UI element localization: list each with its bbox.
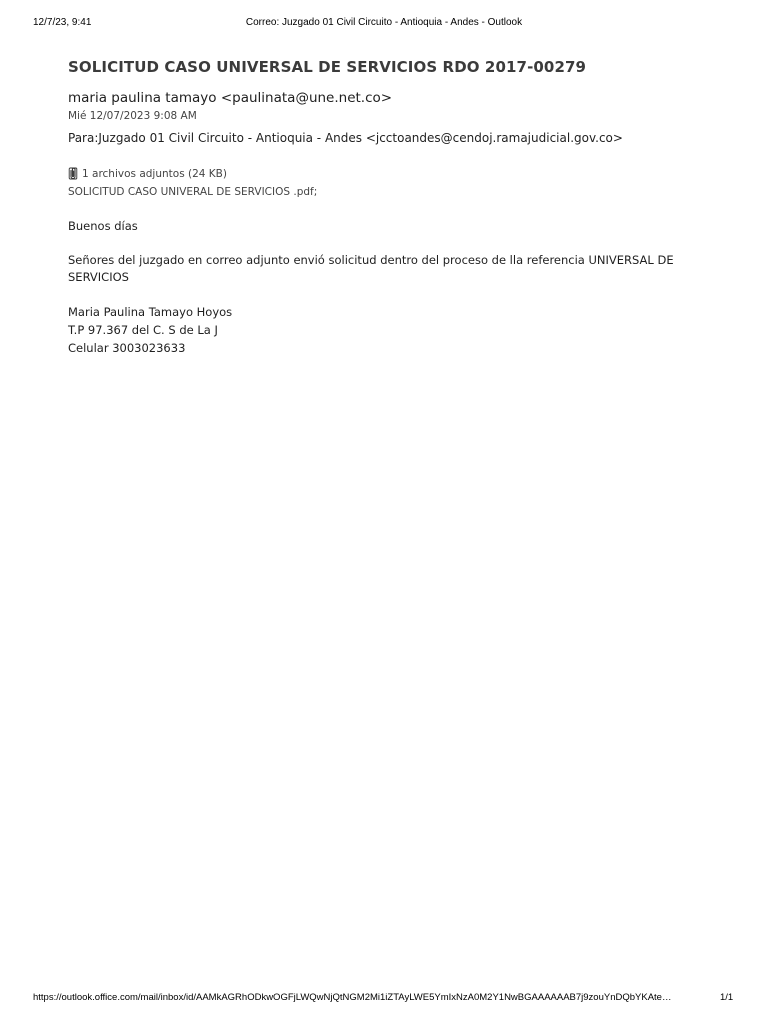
email-signature — [68, 303, 708, 357]
window-title: Correo: Juzgado 01 Civil Circuito - Antioquia - Andes - Outlook — [245, 17, 523, 28]
email-date: Mié 12/07/2023 9:08 AM — [68, 110, 197, 122]
email-sender[interactable]: maria paulina tamayo <paulinata@une.net.co> — [68, 90, 393, 106]
signature-name: Maria Paulina Tamayo Hoyos — [68, 305, 233, 319]
email-message — [68, 58, 708, 357]
paperclip-icon — [68, 167, 78, 180]
print-header — [0, 17, 768, 33]
email-greeting: Buenos días — [68, 219, 138, 233]
attachments-summary-text: 1 archivos adjuntos (24 KB) — [82, 167, 227, 180]
signature-license: T.P 97.367 del C. S de La J — [68, 323, 218, 337]
print-datetime: 12/7/23, 9:41 — [33, 17, 92, 28]
email-subject: SOLICITUD CASO UNIVERSAL DE SERVICIOS RDO 2017-00279 — [68, 58, 587, 76]
page-count: 1/1 — [720, 992, 734, 1003]
email-body-paragraph: Señores del juzgado en correo adjunto envió solicitud dentro del proceso de lla referencia UNIVERSAL DE SERVICIOS — [68, 253, 674, 284]
attachments-summary[interactable] — [68, 167, 708, 180]
signature-phone: Celular 3003023633 — [68, 341, 186, 355]
page-url: https://outlook.office.com/mail/inbox/id/AAMkAGRhODkwOGFjLWQwNjQtNGM2Mi1iZTAyLWE5YmIxNzA0M2Y1NwBGAAAAAAB7j9zouYnDQbYKAte… — [33, 992, 672, 1003]
email-recipients[interactable]: Para:Juzgado 01 Civil Circuito - Antioquia - Andes <jcctoandes@cendoj.ramajudicial.gov.co> — [68, 131, 623, 145]
email-body — [68, 218, 708, 357]
attachment-file-name[interactable]: SOLICITUD CASO UNIVERAL DE SERVICIOS .pdf; — [68, 186, 318, 198]
